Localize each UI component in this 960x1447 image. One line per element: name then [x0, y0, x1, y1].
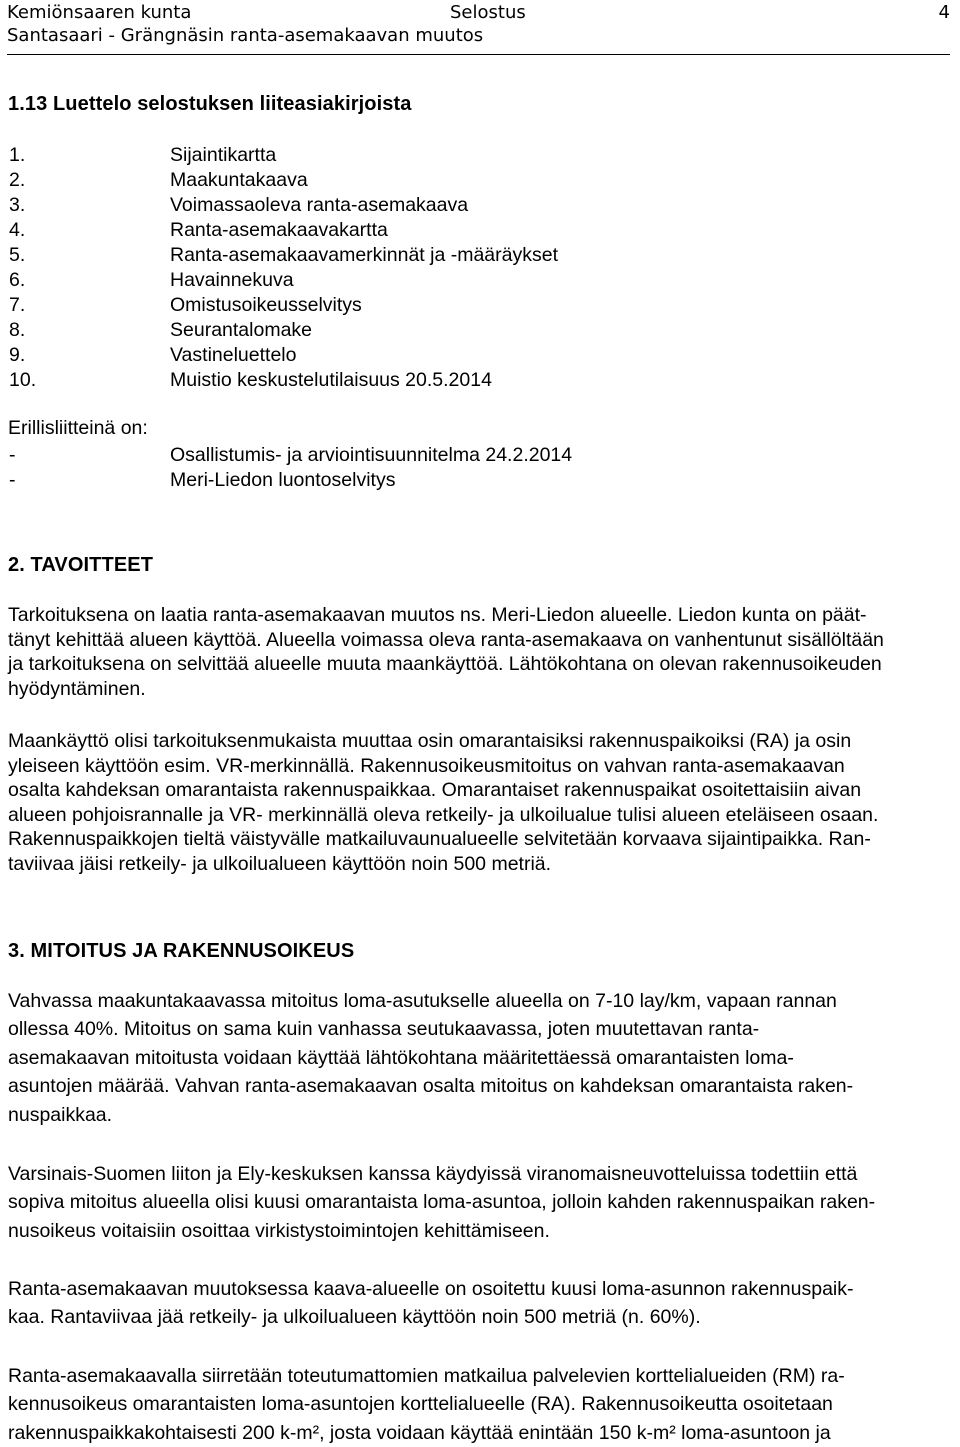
- section-3-paragraph-2: Varsinais-Suomen liiton ja Ely-keskuksen kanssa käydyissä viranomaisneuvotteluissa todettiin että sopiva mitoitus alueella olisi kuusi omarantaista loma-asuntoa, jolloin kahden rakennuspaikan raken- nusoikeus voitaisiin osoittaa virkistystoimintojen kehittämiseen.: [8, 1163, 876, 1242]
- document-page: Kemiönsaaren kunta Selostus 4 Santasaari - Grängnäsin ranta-asemakaavan muutos 1.13 Luettelo selostuksen liiteasiakirjoista 1. Sijaintikartta 2. Maakuntakaava 3. Voimassaoleva ranta-asemakaava 4. Ranta-asemakaavakartta 5. Ranta-asemakaavamerkinnät ja -määräykset 6. Havainnekuva 7. Omistusoikeusselvitys 8. Seurantalomake 9. Vastineluettelo 10. Muistio keskustelutilaisuus 20.5.2014 Erillisliitteinä on: - Osallistumis- ja arviointisuunnitelma 24.2.2014 - Meri-Liedon luontoselvitys 2. TAVOITTEET Tarkoituksena on laatia ranta-asemakaavan muutos ns. Meri-Liedon alueelle. Liedon kunta on päät- tänyt kehittää alueen käyttöä. Alueella voimassa oleva ranta-asemakaava on vanhentunut sisällöltään ja tarkoituksena on selvittää alueelle muuta maankäyttöä. Lähtökohtana on olevan rakennusoikeuden hyödyntäminen. Maankäyttö olisi tarkoituksenmukaista muuttaa osin omarantaisiksi rakennuspaikoiksi (RA) ja osin yleiseen käyttöön esim. VR-merkinnällä. Rakennusoikeusmitoitus on vahvan ranta-asemakaavan osalta kahdeksan omarantaista rakennuspaikkaa. Omarantaiset rakennuspaikat osoitettaisiin aivan alueen pohjoisrannalle ja VR- merkinnällä oleva retkeily- ja ulkoilualue tulisi alueen eteläiseen osaan. Rakennuspaikkojen tieltä väistyvälle matkailuvaunualueelle selvitetään korvaava sijaintipaikka. Ran- taviivaa jäisi retkeily- ja ulkoilualueen käyttöön noin 500 metriä. 3. MITOITUS JA RAKENNUSOIKEUS Vahvassa maakuntakaavassa mitoitus loma-asutukselle alueella on 7-10 lay/km, vapaan rannan ollessa 40%. Mitoitus on sama kuin vanhassa seutukaavassa, joten muutettavan ranta- asemakaavan mitoitusta voidaan käyttää lähtökohtana määritettäessä omarantaisten loma- asuntojen määrää. Vahvan ranta-asemakaavan osalta mitoitus on kahdeksan omarantaista raken- nuspaikkaa. Varsinais-Suomen liiton ja Ely-keskuksen kanssa käydyissä viranomaisneuvotteluissa todettiin että sopiva mitoitus alueella olisi kuusi omarantaista loma-asuntoa, jolloin kahden rakennuspaikan raken- nusoikeus voitaisiin osoittaa virkistystoimintojen kehittämiseen. Ranta-asemakaavan muutoksessa kaava-alueelle on osoitettu kuusi loma-asunnon rakennuspaik- kaa. Rantaviivaa jää retkeily- ja ulkoilualueen käyttöön noin 500 metriä (n. 60%). Ranta-asemakaavalla siirretään toteutumattomien matkailua palvelevien korttelialueiden (RM) ra- kennusoikeus omarantaisten loma-asuntojen korttelialueelle (RA). Rakennusoikeutta osoitetaan rakennuspaikkakohtaisesti 200 k-m², josta voidaan käyttää enintään 150 k-m² loma-asuntoon ja: [0, 0, 960, 1444]
- section-3-paragraph-3: Ranta-asemakaavan muutoksessa kaava-alueelle on osoitettu kuusi loma-asunnon rakennuspaik- kaa. Rantaviivaa jää retkeily- ja ulkoilualueen käyttöön noin 500 metriä (n. 60%).: [8, 1278, 854, 1329]
- section-2-paragraph-2: Maankäyttö olisi tarkoituksenmukaista muuttaa osin omarantaisiksi rakennuspaikoiksi (RA) ja osin yleiseen käyttöön esim. VR-merkinnällä. Rakennusoikeusmitoitus on vahvan ranta-asemakaavan osalta kahdeksan omarantaista rakennuspaikkaa. Omarantaiset rakennuspaikat osoitettaisiin aivan alueen pohjoisrannalle ja VR- merkinnällä oleva retkeily- ja ulkoilualue tulisi alueen eteläiseen osaan. Rakennuspaikkojen tieltä väistyvälle matkailuvaunualueelle selvitetään korvaava sijaintipaikka. Ran- taviivaa jäisi retkeily- ja ulkoilualueen käyttöön noin 500 metriä.: [8, 730, 879, 875]
- section-1-13-heading: 1.13 Luettelo selostuksen liiteasiakirjoista: [8, 93, 412, 115]
- section-3-paragraph-4: Ranta-asemakaavalla siirretään toteutumattomien matkailua palvelevien korttelialueiden (RM) ra- kennusoikeus omarantaisten loma-asuntojen korttelialueelle (RA). Rakennusoikeutta osoitetaan rakennuspaikkakohtaisesti 200 k-m², josta voidaan käyttää enintään 150 k-m² loma-asuntoon ja: [8, 1365, 845, 1444]
- header-page-number: 4: [938, 2, 950, 23]
- separate-attachments-title: Erillisliitteinä on:: [8, 417, 148, 439]
- header-divider: [7, 54, 950, 55]
- header-doc-type: Selostus: [450, 2, 526, 23]
- page-header: [7, 0, 950, 48]
- section-3-paragraph-1: Vahvassa maakuntakaavassa mitoitus loma-asutukselle alueella on 7-10 lay/km, vapaan rannan ollessa 40%. Mitoitus on sama kuin vanhassa seutukaavassa, joten muutettavan ranta- asemakaavan mitoitusta voidaan käyttää lähtökohtana määritettäessä omarantaisten loma- asuntojen määrää. Vahvan ranta-asemakaavan osalta mitoitus on kahdeksan omarantaista raken- nuspaikkaa.: [8, 990, 854, 1126]
- section-3-heading: 3. MITOITUS JA RAKENNUSOIKEUS: [8, 940, 355, 962]
- header-municipality: Kemiönsaaren kunta: [7, 2, 192, 23]
- header-subtitle: Santasaari - Grängnäsin ranta-asemakaavan muutos: [7, 25, 484, 46]
- section-2-paragraph-1: Tarkoituksena on laatia ranta-asemakaavan muutos ns. Meri-Liedon alueelle. Liedon kunta on päät- tänyt kehittää alueen käyttöä. Alueella voimassa oleva ranta-asemakaava on vanhentunut sisällöltään ja tarkoituksena on selvittää alueelle muuta maankäyttöä. Lähtökohtana on olevan rakennusoikeuden hyödyntäminen.: [8, 604, 884, 700]
- section-2-heading: 2. TAVOITTEET: [8, 554, 154, 576]
